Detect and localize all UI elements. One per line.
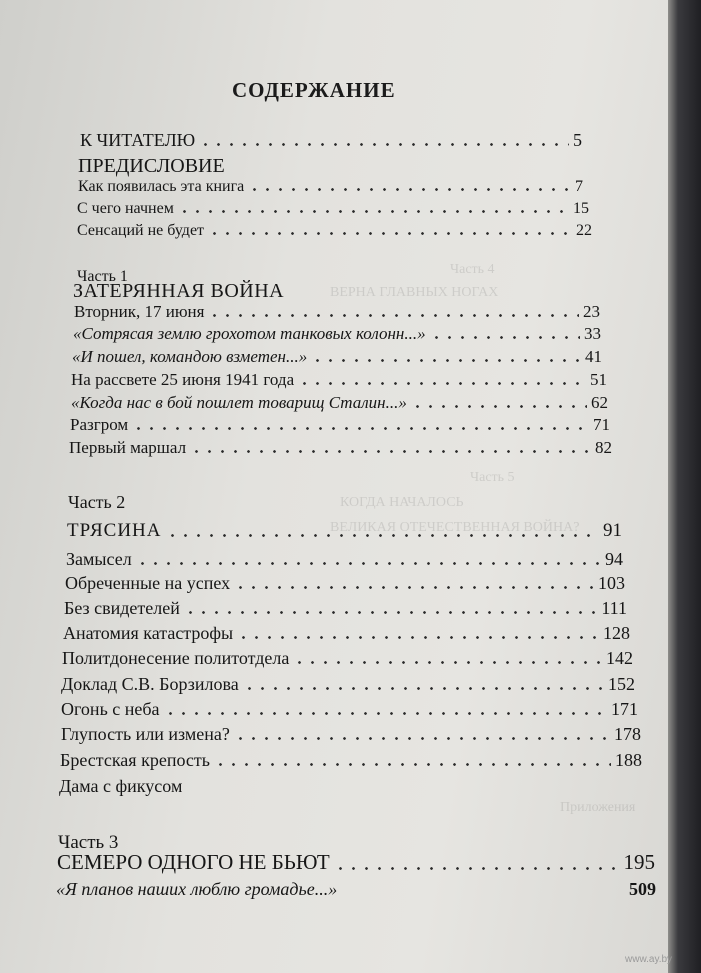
toc-entry-title: Замысел <box>66 549 132 569</box>
toc-entry-title: К ЧИТАТЕЛЮ <box>80 130 196 150</box>
toc-entry <box>78 178 583 196</box>
part-title-row <box>57 850 655 875</box>
dot-leader <box>237 636 599 639</box>
part-title: СЕМЕРО ОДНОГО НЕ БЬЮТ <box>57 850 330 874</box>
toc-entry-title: Глупость или измена? <box>61 724 230 744</box>
toc-entry-page: 152 <box>608 674 635 694</box>
toc-entry-title: «Сотрясая землю грохотом танковых колонн...» <box>73 324 426 343</box>
watermark: www.ay.by <box>625 954 673 965</box>
toc-entry-page: 94 <box>605 549 623 569</box>
toc-entry-page: 178 <box>614 724 641 744</box>
toc-entry-page: 15 <box>573 200 589 217</box>
dot-leader <box>430 336 580 339</box>
dot-leader <box>199 143 569 146</box>
part-title-page: 91 <box>603 520 622 541</box>
toc-entry-page: 171 <box>611 699 638 719</box>
toc-entry-title: Как появилась эта книга <box>78 178 245 195</box>
dot-leader <box>184 611 597 614</box>
toc-entry <box>66 549 623 570</box>
part-title-row <box>67 520 622 542</box>
toc-entry <box>71 370 607 390</box>
part-title: ТРЯСИНА <box>67 520 162 541</box>
toc-entry-page: 22 <box>576 222 592 239</box>
dot-leader <box>334 867 620 870</box>
ghost-line: ВЕРНА ГЛАВНЫХ НОГАХ <box>330 285 499 300</box>
toc-entry-page: 33 <box>584 324 601 343</box>
toc-entry <box>77 222 592 240</box>
part-title: ЗАТЕРЯННАЯ ВОЙНА <box>73 280 285 302</box>
part-title-page: 195 <box>623 850 655 874</box>
dot-leader <box>411 405 587 408</box>
dot-leader <box>208 232 572 235</box>
toc-entry-title: Без свидетелей <box>64 598 180 618</box>
dot-leader <box>208 314 579 317</box>
toc-entry-title: Анатомия катастрофы <box>63 623 234 643</box>
toc-entry <box>56 879 656 900</box>
dot-leader <box>298 382 586 385</box>
part-label: Часть 2 <box>68 492 126 512</box>
toc-entry <box>61 674 635 695</box>
gap <box>341 892 625 895</box>
toc-entry <box>61 724 641 745</box>
toc-entry <box>74 302 600 322</box>
dot-leader <box>248 188 571 191</box>
toc-entry <box>73 324 601 344</box>
toc-entry <box>69 438 612 458</box>
toc-entry-title: Сенсаций не будет <box>77 222 205 239</box>
toc-entry-title: «Я планов наших люблю громадье...» <box>56 879 338 899</box>
dot-leader <box>136 562 601 565</box>
dot-leader <box>293 661 602 664</box>
toc-entry-page: 23 <box>583 302 600 321</box>
toc-entry-title: Огонь с неба <box>61 699 160 719</box>
toc-entry-title: Обреченные на успех <box>65 573 231 593</box>
ghost-line: ВЕЛИКАЯ ОТЕЧЕСТВЕННАЯ ВОЙНА? <box>330 520 580 535</box>
dot-leader <box>311 359 581 362</box>
toc-entry-title: Брестская крепость <box>60 750 210 770</box>
toc-entry-page: 111 <box>601 598 627 618</box>
toc-entry-page: 82 <box>595 438 612 457</box>
toc-entry-title: «И пошел, командою взметен...» <box>72 347 308 366</box>
toc-entry-title: На рассвете 25 июня 1941 года <box>71 370 295 389</box>
toc-entry-title: Разгром <box>70 415 129 434</box>
toc-entry-title: Дама с фикусом <box>59 776 183 796</box>
toc-entry <box>71 393 608 413</box>
dot-leader <box>190 450 591 453</box>
dot-leader <box>178 210 569 213</box>
toc-entry-page: 62 <box>591 393 608 412</box>
toc-entry-page: 41 <box>585 347 602 366</box>
toc-entry-page: 103 <box>598 573 625 593</box>
dot-leader <box>132 427 589 430</box>
dot-leader <box>214 763 611 766</box>
toc-entry <box>65 573 625 594</box>
ghost-line: Часть 4 <box>450 262 495 277</box>
toc-entry-title: Политдонесение политотдела <box>62 648 290 668</box>
toc-entry-page: 5 <box>573 130 582 150</box>
toc-entry <box>62 648 633 669</box>
toc-entry-title: «Когда нас в бой пошлет товарищ Сталин...» <box>71 393 407 412</box>
ghost-line: Приложения <box>560 800 636 815</box>
toc-entry <box>72 347 602 367</box>
dot-leader <box>164 712 607 715</box>
toc-entry-title: Доклад С.В. Борзилова <box>61 674 239 694</box>
part-label: Часть 3 <box>58 832 119 853</box>
part-label: Часть 1 <box>77 268 128 285</box>
toc-entry-page: 71 <box>593 415 610 434</box>
section-title: ПРЕДИСЛОВИЕ <box>78 155 225 177</box>
folio-page-number: 509 <box>629 879 656 899</box>
toc-entry <box>77 200 589 218</box>
toc-entry <box>70 415 610 435</box>
ghost-line: КОГДА НАЧАЛОСЬ <box>340 495 464 510</box>
page-title: СОДЕРЖАНИЕ <box>232 78 396 102</box>
dot-leader <box>234 737 610 740</box>
toc-entry <box>80 130 582 151</box>
toc-entry <box>61 699 638 720</box>
toc-entry-title: Первый маршал <box>69 438 187 457</box>
toc-entry-title: Вторник, 17 июня <box>74 302 205 321</box>
toc-entry <box>63 623 630 644</box>
toc-entry-page: 128 <box>603 623 630 643</box>
toc-entry <box>64 598 627 619</box>
dot-leader <box>234 586 594 589</box>
dot-leader <box>166 534 600 537</box>
toc-entry-page: 7 <box>575 178 583 195</box>
toc-entry <box>60 750 642 771</box>
toc-entry-page: 51 <box>590 370 607 389</box>
book-edge-shadow <box>668 0 701 973</box>
ghost-line: Часть 5 <box>470 470 515 485</box>
toc-entry-page: 142 <box>606 648 633 668</box>
toc-entry-title: С чего начнем <box>77 200 174 217</box>
dot-leader <box>243 687 604 690</box>
toc-entry-page: 188 <box>615 750 642 770</box>
